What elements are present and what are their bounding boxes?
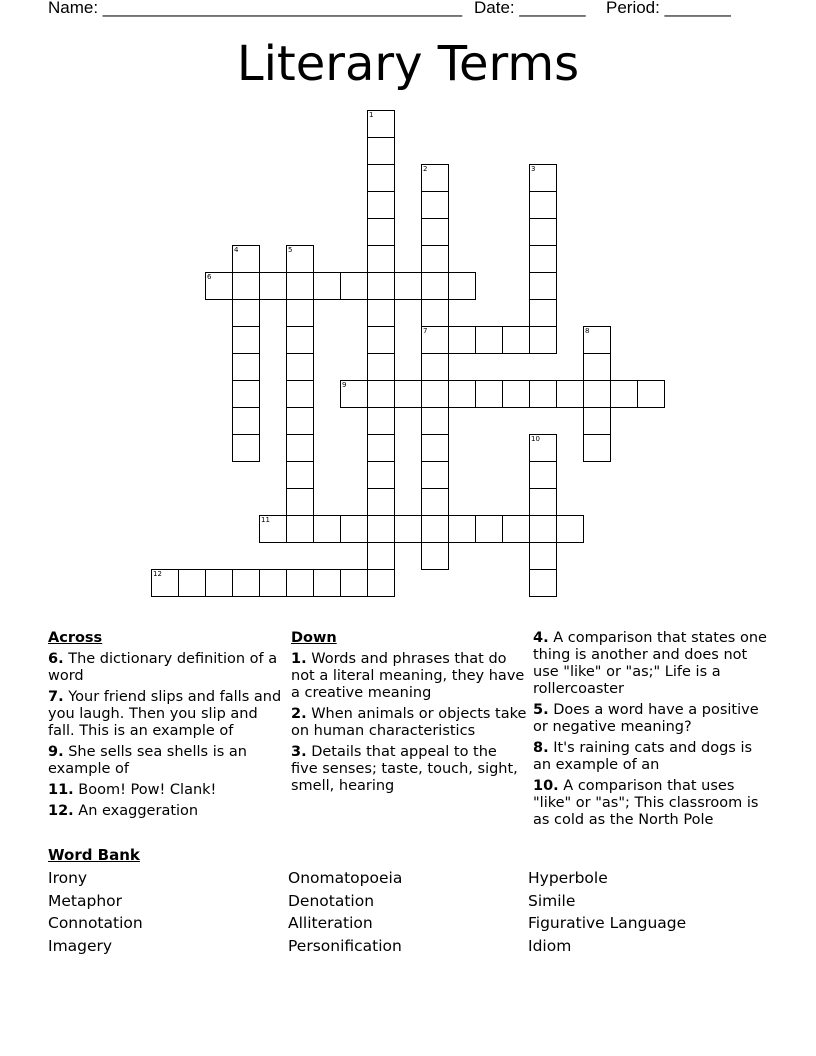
grid-cell[interactable] bbox=[178, 569, 206, 597]
period-field[interactable]: Period: _______ bbox=[606, 0, 731, 17]
grid-cell[interactable] bbox=[340, 380, 368, 408]
word-bank-item: Idiom bbox=[528, 936, 572, 955]
clue-text: A comparison that uses "like" or "as"; This classroom is as cold as the North Pole bbox=[533, 778, 759, 828]
clue-item bbox=[291, 706, 527, 740]
grid-cell[interactable] bbox=[529, 488, 557, 516]
grid-cell[interactable] bbox=[529, 380, 557, 408]
grid-cell[interactable] bbox=[448, 326, 476, 354]
grid-cell[interactable] bbox=[421, 434, 449, 462]
word-bank-item: Imagery bbox=[48, 936, 113, 955]
clue-number-label: 4. bbox=[533, 630, 549, 646]
grid-cell[interactable] bbox=[529, 245, 557, 273]
grid-cell[interactable] bbox=[367, 434, 395, 462]
grid-cell[interactable] bbox=[529, 326, 557, 354]
word-bank-item: Figurative Language bbox=[528, 914, 687, 933]
grid-cell[interactable] bbox=[367, 569, 395, 597]
grid-cell[interactable] bbox=[286, 515, 314, 543]
across-heading: Across bbox=[48, 630, 103, 646]
across-column bbox=[48, 630, 284, 824]
clue-item bbox=[48, 744, 284, 778]
clue-number: 7 bbox=[423, 327, 428, 335]
grid-cell[interactable] bbox=[367, 353, 395, 381]
clue-number-label: 6. bbox=[48, 651, 64, 667]
grid-cell[interactable] bbox=[367, 110, 395, 138]
grid-cell[interactable] bbox=[421, 407, 449, 435]
clue-number: 8 bbox=[585, 327, 590, 335]
grid-cell[interactable] bbox=[448, 380, 476, 408]
clue-number: 4 bbox=[234, 246, 239, 254]
clue-item bbox=[48, 689, 284, 740]
clue-number-label: 1. bbox=[291, 651, 307, 667]
down-continued-column bbox=[533, 630, 773, 833]
grid-cell[interactable] bbox=[367, 245, 395, 273]
word-bank-item: Alliteration bbox=[288, 914, 373, 933]
clue-text: It's raining cats and dogs is an example of an bbox=[533, 740, 753, 773]
clue-text: A comparison that states one thing is another and does not use "like" or "as;" Life is a rollercoaster bbox=[533, 630, 767, 697]
clue-number: 5 bbox=[288, 246, 293, 254]
clue-text: She sells sea shells is an example of bbox=[48, 744, 247, 777]
clue-text: When animals or objects take on human characteristics bbox=[291, 706, 527, 739]
grid-cell[interactable] bbox=[448, 515, 476, 543]
grid-cell[interactable] bbox=[502, 380, 530, 408]
grid-cell[interactable] bbox=[286, 488, 314, 516]
grid-cell[interactable] bbox=[421, 326, 449, 354]
clue-number: 9 bbox=[342, 381, 347, 389]
grid-cell[interactable] bbox=[367, 218, 395, 246]
down-column bbox=[291, 630, 527, 799]
grid-cell[interactable] bbox=[232, 434, 260, 462]
grid-cell[interactable] bbox=[367, 191, 395, 219]
word-bank-item: Hyperbole bbox=[528, 869, 608, 887]
word-bank-item: Irony bbox=[48, 869, 88, 887]
clue-item bbox=[291, 744, 527, 795]
clue-number-label: 7. bbox=[48, 689, 64, 705]
grid-cell[interactable] bbox=[583, 326, 611, 354]
grid-cell[interactable] bbox=[556, 515, 584, 543]
clue-item bbox=[291, 651, 527, 702]
down-continued-clue-list bbox=[533, 630, 773, 829]
grid-cell[interactable] bbox=[259, 515, 287, 543]
grid-cell[interactable] bbox=[367, 164, 395, 192]
grid-cell[interactable] bbox=[367, 488, 395, 516]
clue-number: 3 bbox=[531, 165, 536, 173]
grid-cell[interactable] bbox=[529, 542, 557, 570]
clue-item bbox=[48, 651, 284, 685]
clue-number-label: 9. bbox=[48, 744, 64, 760]
clue-number-label: 8. bbox=[533, 740, 549, 756]
clue-number-label: 12. bbox=[48, 803, 74, 819]
grid-cell[interactable] bbox=[394, 515, 422, 543]
word-bank-item: Personification bbox=[288, 936, 402, 955]
clue-text: Your friend slips and falls and you laugh. Then you slip and fall. This is an example of bbox=[48, 689, 282, 739]
grid-cell[interactable] bbox=[313, 515, 341, 543]
clue-text: Words and phrases that do not a literal meaning, they have a creative meaning bbox=[291, 651, 525, 701]
clue-item bbox=[533, 740, 773, 774]
grid-cell[interactable] bbox=[340, 569, 368, 597]
grid-cell[interactable] bbox=[367, 380, 395, 408]
grid-cell[interactable] bbox=[205, 272, 233, 300]
grid-cell[interactable] bbox=[475, 515, 503, 543]
clue-text: An exaggeration bbox=[73, 803, 199, 819]
grid-cell[interactable] bbox=[502, 326, 530, 354]
grid-cell[interactable] bbox=[421, 380, 449, 408]
grid-cell[interactable] bbox=[529, 569, 557, 597]
grid-cell[interactable] bbox=[286, 407, 314, 435]
grid-cell[interactable] bbox=[367, 272, 395, 300]
grid-cell[interactable] bbox=[610, 380, 638, 408]
grid-cell[interactable] bbox=[205, 569, 233, 597]
grid-cell[interactable] bbox=[259, 569, 287, 597]
grid-cell[interactable] bbox=[583, 353, 611, 381]
grid-cell[interactable] bbox=[583, 407, 611, 435]
grid-cell[interactable] bbox=[313, 569, 341, 597]
grid-cell[interactable] bbox=[367, 542, 395, 570]
grid-cell[interactable] bbox=[421, 515, 449, 543]
grid-cell[interactable] bbox=[232, 380, 260, 408]
grid-cell[interactable] bbox=[367, 299, 395, 327]
grid-cell[interactable] bbox=[421, 245, 449, 273]
grid-cell[interactable] bbox=[151, 569, 179, 597]
grid-cell[interactable] bbox=[286, 434, 314, 462]
clue-item bbox=[48, 782, 284, 799]
grid-cell[interactable] bbox=[340, 272, 368, 300]
grid-cell[interactable] bbox=[286, 353, 314, 381]
grid-cell[interactable] bbox=[637, 380, 665, 408]
grid-cell[interactable] bbox=[286, 326, 314, 354]
down-heading: Down bbox=[291, 630, 337, 646]
grid-cell[interactable] bbox=[367, 407, 395, 435]
grid-cell[interactable] bbox=[421, 299, 449, 327]
grid-cell[interactable] bbox=[583, 380, 611, 408]
grid-cell[interactable] bbox=[475, 326, 503, 354]
grid-cell[interactable] bbox=[421, 191, 449, 219]
grid-cell[interactable] bbox=[340, 515, 368, 543]
grid-cell[interactable] bbox=[421, 353, 449, 381]
clue-item bbox=[533, 778, 773, 829]
clue-text: Details that appeal to the five senses; taste, touch, sight, smell, hearing bbox=[291, 744, 518, 794]
grid-cell[interactable] bbox=[286, 299, 314, 327]
word-bank-item: Connotation bbox=[48, 914, 143, 933]
clue-number: 12 bbox=[153, 570, 162, 578]
word-bank-heading: Word Bank bbox=[48, 846, 140, 864]
grid-cell[interactable] bbox=[313, 272, 341, 300]
page-title: Literary Terms bbox=[236, 36, 580, 92]
grid-cell[interactable] bbox=[286, 461, 314, 489]
clue-number: 11 bbox=[261, 516, 270, 524]
grid-cell[interactable] bbox=[529, 434, 557, 462]
word-bank-item: Simile bbox=[528, 891, 576, 910]
grid-cell[interactable] bbox=[421, 272, 449, 300]
clue-number-label: 10. bbox=[533, 778, 559, 794]
grid-cell[interactable] bbox=[286, 245, 314, 273]
grid-cell[interactable] bbox=[529, 461, 557, 489]
clue-text: Does a word have a positive or negative meaning? bbox=[533, 702, 759, 735]
grid-cell[interactable] bbox=[232, 245, 260, 273]
grid-cell[interactable] bbox=[421, 218, 449, 246]
grid-cell[interactable] bbox=[421, 164, 449, 192]
grid-cell[interactable] bbox=[502, 515, 530, 543]
grid-cell[interactable] bbox=[367, 461, 395, 489]
grid-cell[interactable] bbox=[259, 272, 287, 300]
grid-cell[interactable] bbox=[232, 326, 260, 354]
grid-cell[interactable] bbox=[421, 488, 449, 516]
grid-cell[interactable] bbox=[421, 461, 449, 489]
grid-cell[interactable] bbox=[394, 272, 422, 300]
grid-cell[interactable] bbox=[421, 542, 449, 570]
name-field[interactable]: Name: ______________________________________ bbox=[48, 0, 463, 17]
clue-item bbox=[533, 630, 773, 698]
word-bank-item: Denotation bbox=[288, 891, 375, 910]
grid-cell[interactable] bbox=[529, 191, 557, 219]
grid-cell[interactable] bbox=[232, 353, 260, 381]
grid-cell[interactable] bbox=[529, 515, 557, 543]
grid-cell[interactable] bbox=[367, 326, 395, 354]
clue-number-label: 2. bbox=[291, 706, 307, 722]
grid-cell[interactable] bbox=[556, 380, 584, 408]
grid-cell[interactable] bbox=[286, 380, 314, 408]
clue-number: 2 bbox=[423, 165, 428, 173]
grid-cell[interactable] bbox=[583, 434, 611, 462]
grid-cell[interactable] bbox=[448, 272, 476, 300]
grid-cell[interactable] bbox=[232, 299, 260, 327]
grid-cell[interactable] bbox=[529, 164, 557, 192]
grid-cell[interactable] bbox=[286, 272, 314, 300]
grid-cell[interactable] bbox=[529, 218, 557, 246]
clue-number-label: 11. bbox=[48, 782, 74, 798]
grid-cell[interactable] bbox=[394, 380, 422, 408]
clue-number-label: 3. bbox=[291, 744, 307, 760]
clue-number-label: 5. bbox=[533, 702, 549, 718]
clue-text: Boom! Pow! Clank! bbox=[73, 782, 217, 798]
word-bank-item: Onomatopoeia bbox=[288, 869, 403, 887]
down-clue-list bbox=[291, 651, 527, 795]
grid-cell[interactable] bbox=[286, 569, 314, 597]
grid-cell[interactable] bbox=[529, 272, 557, 300]
clue-item bbox=[533, 702, 773, 736]
grid-cell[interactable] bbox=[232, 272, 260, 300]
grid-cell[interactable] bbox=[367, 137, 395, 165]
grid-cell[interactable] bbox=[232, 569, 260, 597]
across-clue-list bbox=[48, 651, 284, 820]
date-field[interactable]: Date: _______ bbox=[474, 0, 586, 17]
grid-cell[interactable] bbox=[232, 407, 260, 435]
grid-cell[interactable] bbox=[529, 299, 557, 327]
clue-number: 6 bbox=[207, 273, 212, 281]
grid-cell[interactable] bbox=[475, 380, 503, 408]
clue-number: 10 bbox=[531, 435, 540, 443]
clue-number: 1 bbox=[369, 111, 374, 119]
grid-cell[interactable] bbox=[367, 515, 395, 543]
clue-text: The dictionary definition of a word bbox=[48, 651, 278, 684]
word-bank-item: Metaphor bbox=[48, 891, 123, 910]
clue-item bbox=[48, 803, 284, 820]
